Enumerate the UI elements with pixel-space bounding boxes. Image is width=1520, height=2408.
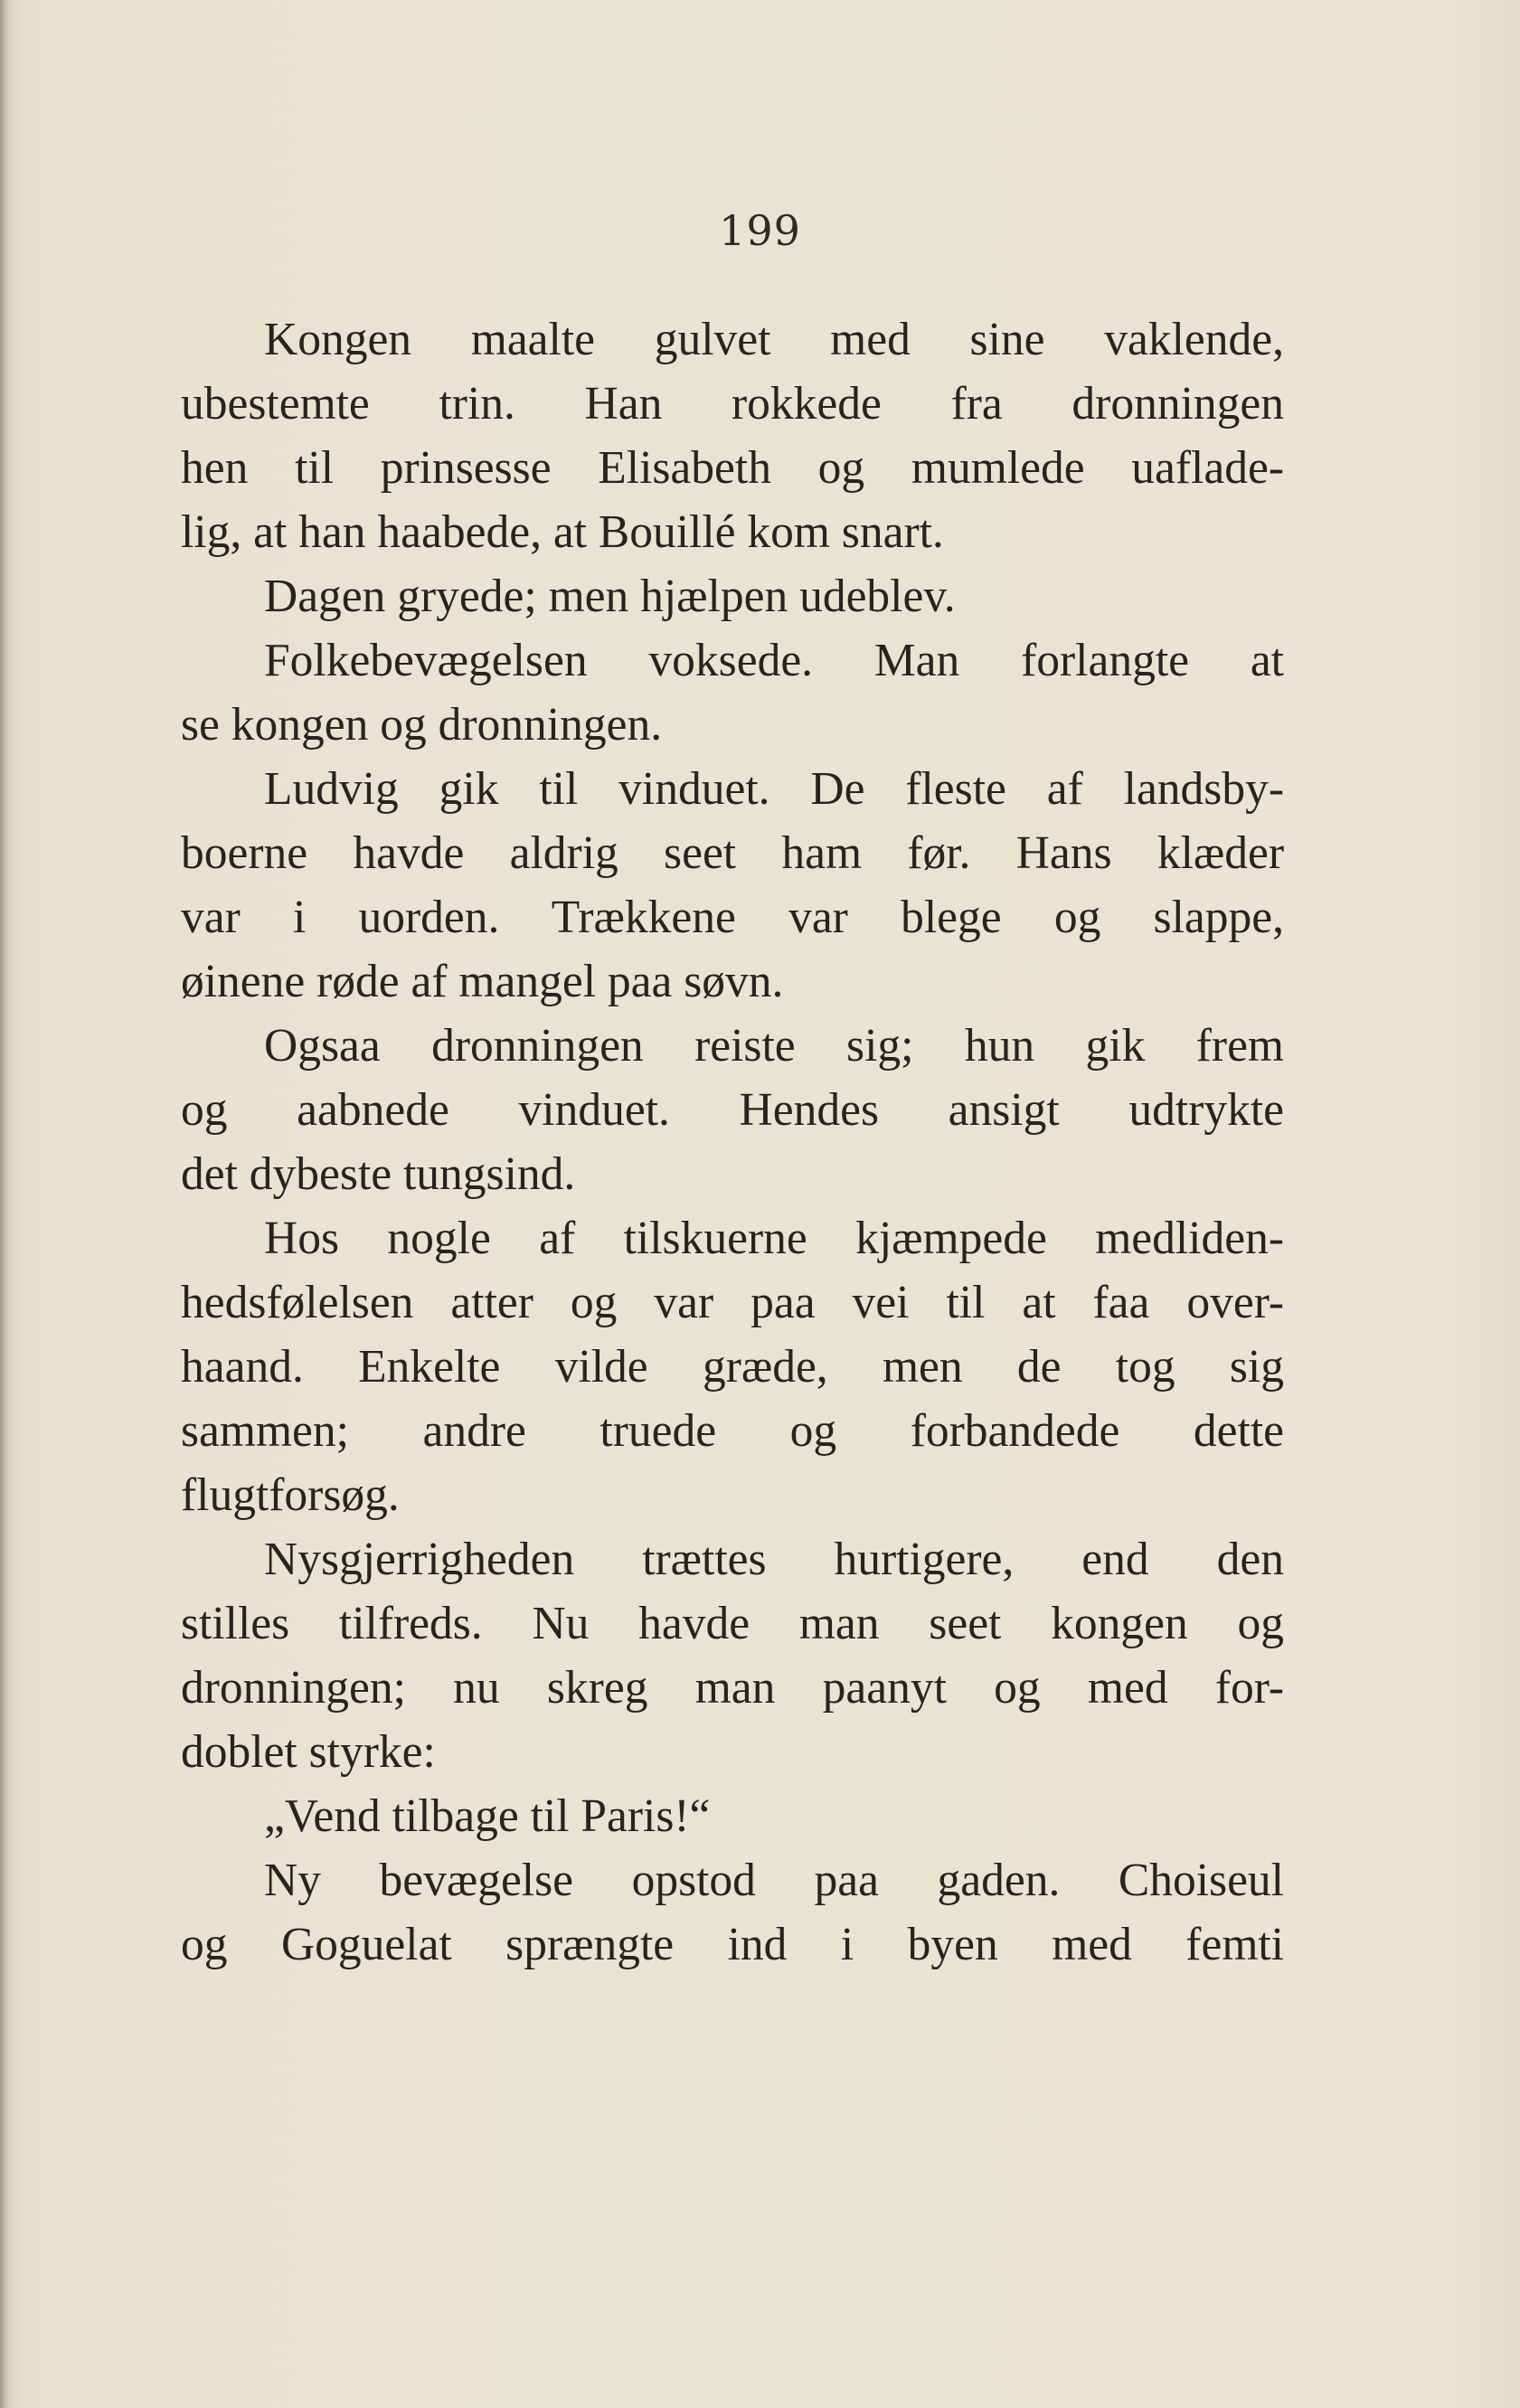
text-line: ubestemte trin. Han rokkede fra dronningen [181,378,1284,430]
text-line: Hos nogle af tilskuerne kjæmpede medliden- [264,1213,1284,1264]
body-text [181,307,1284,1977]
text-line: Dagen gryede; men hjælpen udeblev. [264,571,956,622]
text-line: Ogsaa dronningen reiste sig; hun gik frem [264,1020,1284,1072]
text-line: se kongen og dronningen. [181,699,663,751]
text-line: haand. Enkelte vilde græde, men de tog sig [181,1341,1284,1393]
text-line: Folkebevægelsen voksede. Man forlangte at [264,635,1284,686]
text-line: og Goguelat sprængte ind i byen med femti [181,1919,1284,1970]
text-line: og aabnede vinduet. Hendes ansigt udtrykte [181,1084,1284,1136]
page-binding-edge [0,0,9,2408]
text-line: Ludvig gik til vinduet. De fleste af landsby- [264,763,1284,815]
page-number: 199 [719,206,801,255]
text-line: øinene røde af mangel paa søvn. [181,956,784,1007]
text-line: det dybeste tungsind. [181,1148,576,1200]
text-line: stilles tilfreds. Nu havde man seet kongen og [181,1598,1284,1649]
text-line: hedsfølelsen atter og var paa vei til at faa over- [181,1277,1284,1328]
text-line: Ny bevægelse opstod paa gaden. Choiseul [264,1855,1284,1906]
text-line: sammen; andre truede og forbandede dette [181,1405,1284,1457]
text-line: doblet styrke: [181,1726,436,1778]
text-line: lig, at han haabede, at Bouillé kom snart. [181,506,944,558]
text-line: var i uorden. Trækkene var blege og slappe, [181,892,1284,943]
text-line: hen til prinsesse Elisabeth og mumlede uaflade- [181,442,1284,494]
text-line: flugtforsøg. [181,1469,400,1521]
text-line: Nysgjerrigheden trættes hurtigere, end den [264,1534,1284,1585]
text-line: dronningen; nu skreg man paanyt og med for- [181,1662,1284,1714]
text-line: boerne havde aldrig seet ham før. Hans klæder [181,827,1284,879]
text-line: „Vend tilbage til Paris!“ [264,1790,711,1842]
text-line: Kongen maalte gulvet med sine vaklende, [264,314,1284,365]
